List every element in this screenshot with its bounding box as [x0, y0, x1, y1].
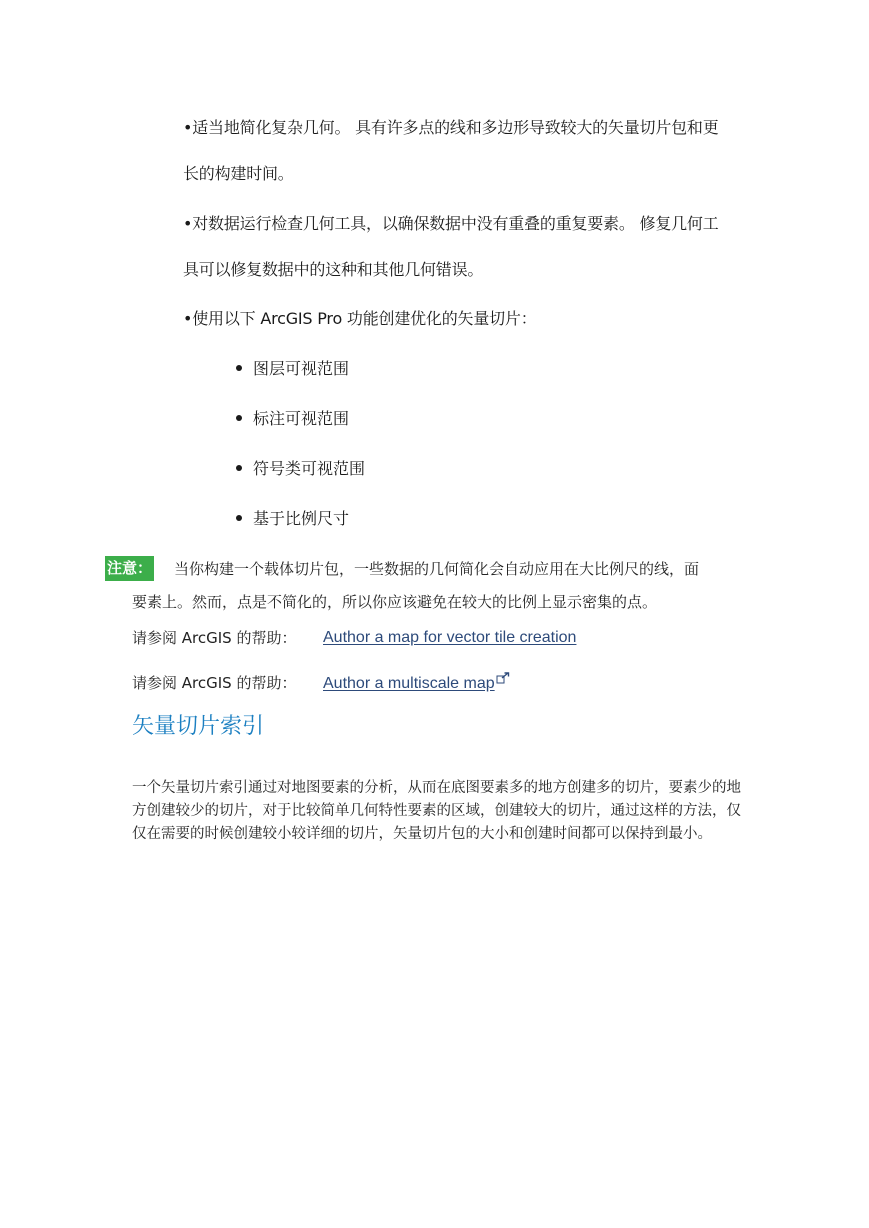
sub-item-label-visibility: 标注可视范围	[236, 409, 349, 429]
bullet-arcgis-pro-features: •使用以下 ArcGIS Pro 功能创建优化的矢量切片：	[183, 309, 537, 328]
bullet-dot-icon	[236, 365, 242, 371]
section-title-vector-tile-index: 矢量切片索引	[132, 714, 265, 739]
help-label-1: 请参阅 ArcGIS 的帮助：	[132, 629, 297, 647]
note-text-line1: 当你构建一个载体切片包，一些数据的几何简化会自动应用在大比例尺的线，面	[174, 560, 700, 578]
bullet-simplify-geometry-line2: 长的构建时间。	[183, 164, 294, 183]
section-paragraph: 一个矢量切片索引通过对地图要素的分析，从而在底图要素多的地方创建多的切片，要素少的地方创建较少的切片，对于比较简单几何特性要素的区域，创建较大的切片，通过这样的方法，仅仅在需要的时候创建较小较详细的切片，矢量切片包的大小和创建时间都可以保持到最小。	[132, 780, 741, 842]
help-link-multiscale-wrapper	[323, 673, 510, 694]
sub-item-scale-based-sizing: 基于比例尺寸	[236, 509, 349, 529]
bullet-check-geometry-line1: •对数据运行检查几何工具，以确保数据中没有重叠的重复要素。 修复几何工	[183, 214, 719, 233]
sub-item-layer-visibility: 图层可视范围	[236, 359, 349, 379]
help-label-2: 请参阅 ArcGIS 的帮助：	[132, 674, 297, 692]
help-link-vector-tile-creation[interactable]: Author a map for vector tile creation	[323, 629, 577, 646]
note-badge: 注意：	[105, 556, 154, 581]
sub-item-symbol-class-visibility: 符号类可视范围	[236, 459, 365, 479]
external-link-icon[interactable]	[496, 669, 510, 688]
bullet-simplify-geometry-line1: •适当地简化复杂几何。 具有许多点的线和多边形导致较大的矢量切片包和更	[183, 118, 719, 137]
bullet-dot-icon	[236, 515, 242, 521]
bullet-check-geometry-line2: 具可以修复数据中的这种和其他几何错误。	[183, 260, 484, 279]
bullet-dot-icon	[236, 415, 242, 421]
bullet-dot-icon	[236, 465, 242, 471]
note-text-line2: 要素上。然而，点是不简化的，所以你应该避免在较大的比例上显示密集的点。	[132, 593, 658, 611]
help-link-multiscale-map[interactable]: Author a multiscale map	[323, 675, 495, 692]
